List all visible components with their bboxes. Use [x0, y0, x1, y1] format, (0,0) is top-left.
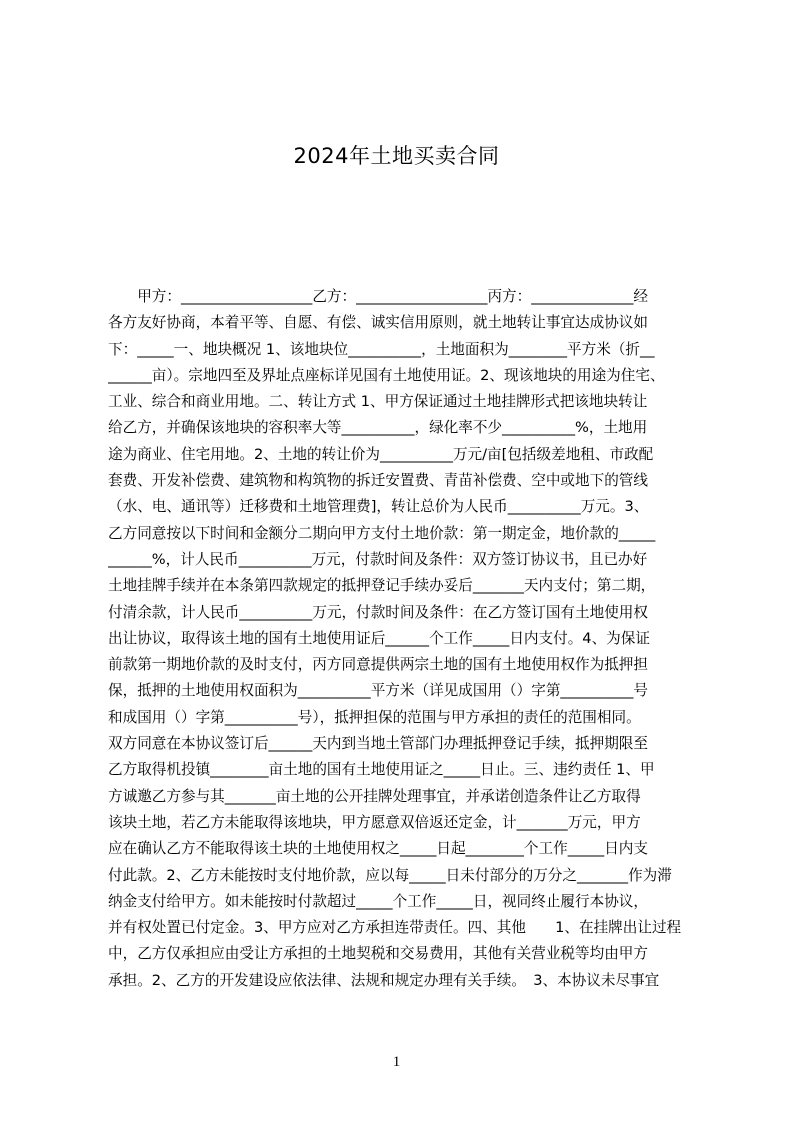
body-line: 承担。2、乙方的开发建设应依法律、法规和规定办理有关手续。 3、本协议未尽事宜: [108, 971, 660, 989]
page-number: 1: [392, 1054, 401, 1070]
body-line: 并有权处置已付定金。3、甲方应对乙方承担连带责任。四、其他 1、在挂牌出让过程: [108, 919, 682, 937]
body-line: （水、电、通讯等）迁移费和土地管理费]，转让总价为人民币__________万元。3、: [108, 498, 649, 516]
body-line: 途为商业、住宅用地。2、土地的转让价为__________万元/亩[包括级差地租、市政配: [108, 445, 654, 463]
body-line: 和成国用（）字第__________号），抵押担保的范围与甲方承担的责任的范围相同。: [108, 708, 641, 726]
body-line: 给乙方，并确保该地块的容积率大等__________，绿化率不少__________%，土地用: [108, 419, 648, 437]
body-line: 双方同意在本协议签订后______天内到当地土管部门办理抵押登记手续，抵押期限至: [108, 735, 648, 753]
body-line: 该块土地，若乙方未能取得该地块，甲方愿意双倍返还定金，计_______万元，甲方: [108, 813, 641, 831]
body-line: ______%，计人民币__________万元，付款时间及条件：双方签订协议书，且已办好: [108, 550, 648, 568]
body-line: 乙方取得机投镇________亩土地的国有土地使用证之_____日止。三、违约责任 1、甲: [108, 761, 655, 779]
body-line: 付此款。2、乙方未能按时支付地价款，应以每_____日未付部分的万分之_______作为滞: [108, 866, 672, 884]
body-line: 各方友好协商，本着平等、自愿、有偿、诚实信用原则，就土地转让事宜达成协议如: [108, 314, 648, 332]
body-line: 应在确认乙方不能取得该土块的土地使用权之_____日起________个工作_____日内支: [108, 840, 648, 858]
body-line: 乙方同意按以下时间和金额分二期向甲方支付土地价款：第一期定金，地价款的_____: [108, 524, 656, 542]
body-line: 付清余款，计人民币__________万元，付款时间及条件：在乙方签订国有土地使用权: [108, 603, 648, 621]
document-title: 2024年土地买卖合同: [293, 144, 500, 168]
body-line: 土地挂牌手续并在本条第四款规定的抵押登记手续办妥后_______天内支付；第二期，: [108, 577, 656, 595]
body-line: 纳金支付给甲方。如未能按时付款超过_____个工作_____日，视同终止履行本协议，: [108, 892, 648, 910]
body-line: 工业、综合和商业用地。二、转让方式 1、甲方保证通过土地挂牌形式把该地块转让: [108, 393, 648, 411]
body-line: ______亩）。宗地四至及界址点座标详见国有土地使用证。2、现该地块的用途为住宅、: [108, 366, 665, 384]
body-line: 前款第一期地价款的及时支付，丙方同意提供两宗土地的国有土地使用权作为抵押担: [108, 656, 648, 674]
body-line: 甲方：__________________乙方：__________________丙方：______________经: [108, 288, 648, 305]
body-line: 套费、开发补偿费、建筑物和构筑物的拆迁安置费、青苗补偿费、空中或地下的管线: [108, 472, 648, 490]
body-line: 保，抵押的土地使用权面积为__________平方米（详见成国用（）字第__________号: [108, 682, 648, 700]
body-line: 中，乙方仅承担应由受让方承担的土地契税和交易费用，其他有关营业税等均由甲方: [108, 945, 648, 963]
body-line: 下：_____一、地块概况 1、该地块位__________，土地面积为________平方米（折__: [108, 340, 655, 358]
contract-body: [108, 284, 700, 1014]
body-line: 方诚邀乙方参与其_______亩土地的公开挂牌处理事宜，并承诺创造条件让乙方取得: [108, 787, 641, 805]
body-line: 出让协议，取得该土地的国有土地使用证后______个工作_____日内支付。4、为保证: [108, 629, 650, 647]
